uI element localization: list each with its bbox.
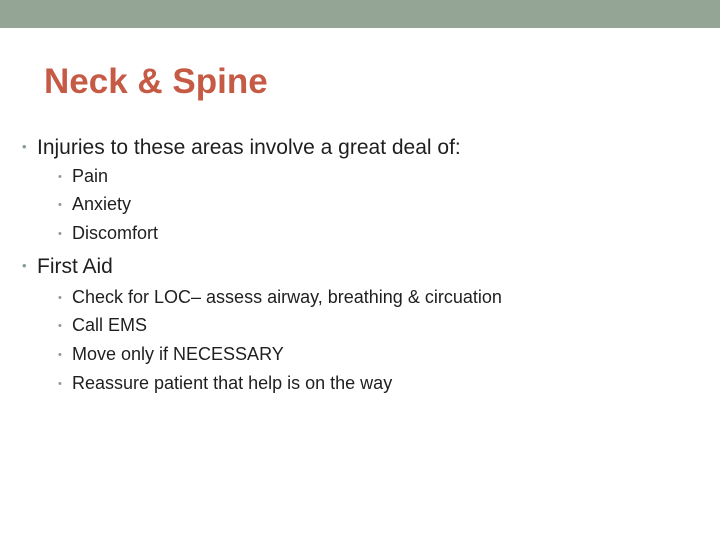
bullet-first-aid	[22, 253, 113, 280]
bullet-icon: •	[58, 349, 62, 361]
sub-bullet-reassure	[58, 372, 392, 395]
sub-bullet-pain	[58, 165, 108, 188]
bullet-icon: •	[58, 199, 62, 211]
sub-bullet-text: Discomfort	[72, 223, 159, 243]
bullet-icon: •	[58, 378, 62, 390]
bullet-text: Injuries to these areas involve a great deal of:	[37, 136, 461, 159]
sub-bullet-move-only	[58, 343, 284, 366]
bullet-icon: •	[58, 171, 62, 183]
bullet-injuries	[22, 134, 461, 161]
sub-bullet-call-ems	[58, 314, 147, 337]
sub-bullet-text: Pain	[72, 166, 109, 186]
sub-bullet-check-loc	[58, 286, 502, 309]
sub-bullet-text: Check for LOC– assess airway, breathing & circuation	[72, 287, 502, 307]
bullet-icon: •	[58, 320, 62, 332]
bullet-icon: •	[22, 139, 27, 154]
sub-bullet-text: Anxiety	[72, 194, 132, 214]
sub-bullet-text: Call EMS	[72, 315, 148, 335]
sub-bullet-text: Move only if NECESSARY	[72, 344, 284, 364]
sub-bullet-anxiety	[58, 193, 131, 216]
bullet-icon: •	[22, 258, 27, 273]
sub-bullet-text: Reassure patient that help is on the way	[72, 373, 393, 393]
header-band	[0, 0, 720, 28]
bullet-icon: •	[58, 292, 62, 304]
slide-title: Neck & Spine	[44, 62, 268, 101]
bullet-text: First Aid	[37, 255, 113, 278]
bullet-icon: •	[58, 228, 62, 240]
sub-bullet-discomfort	[58, 222, 158, 245]
